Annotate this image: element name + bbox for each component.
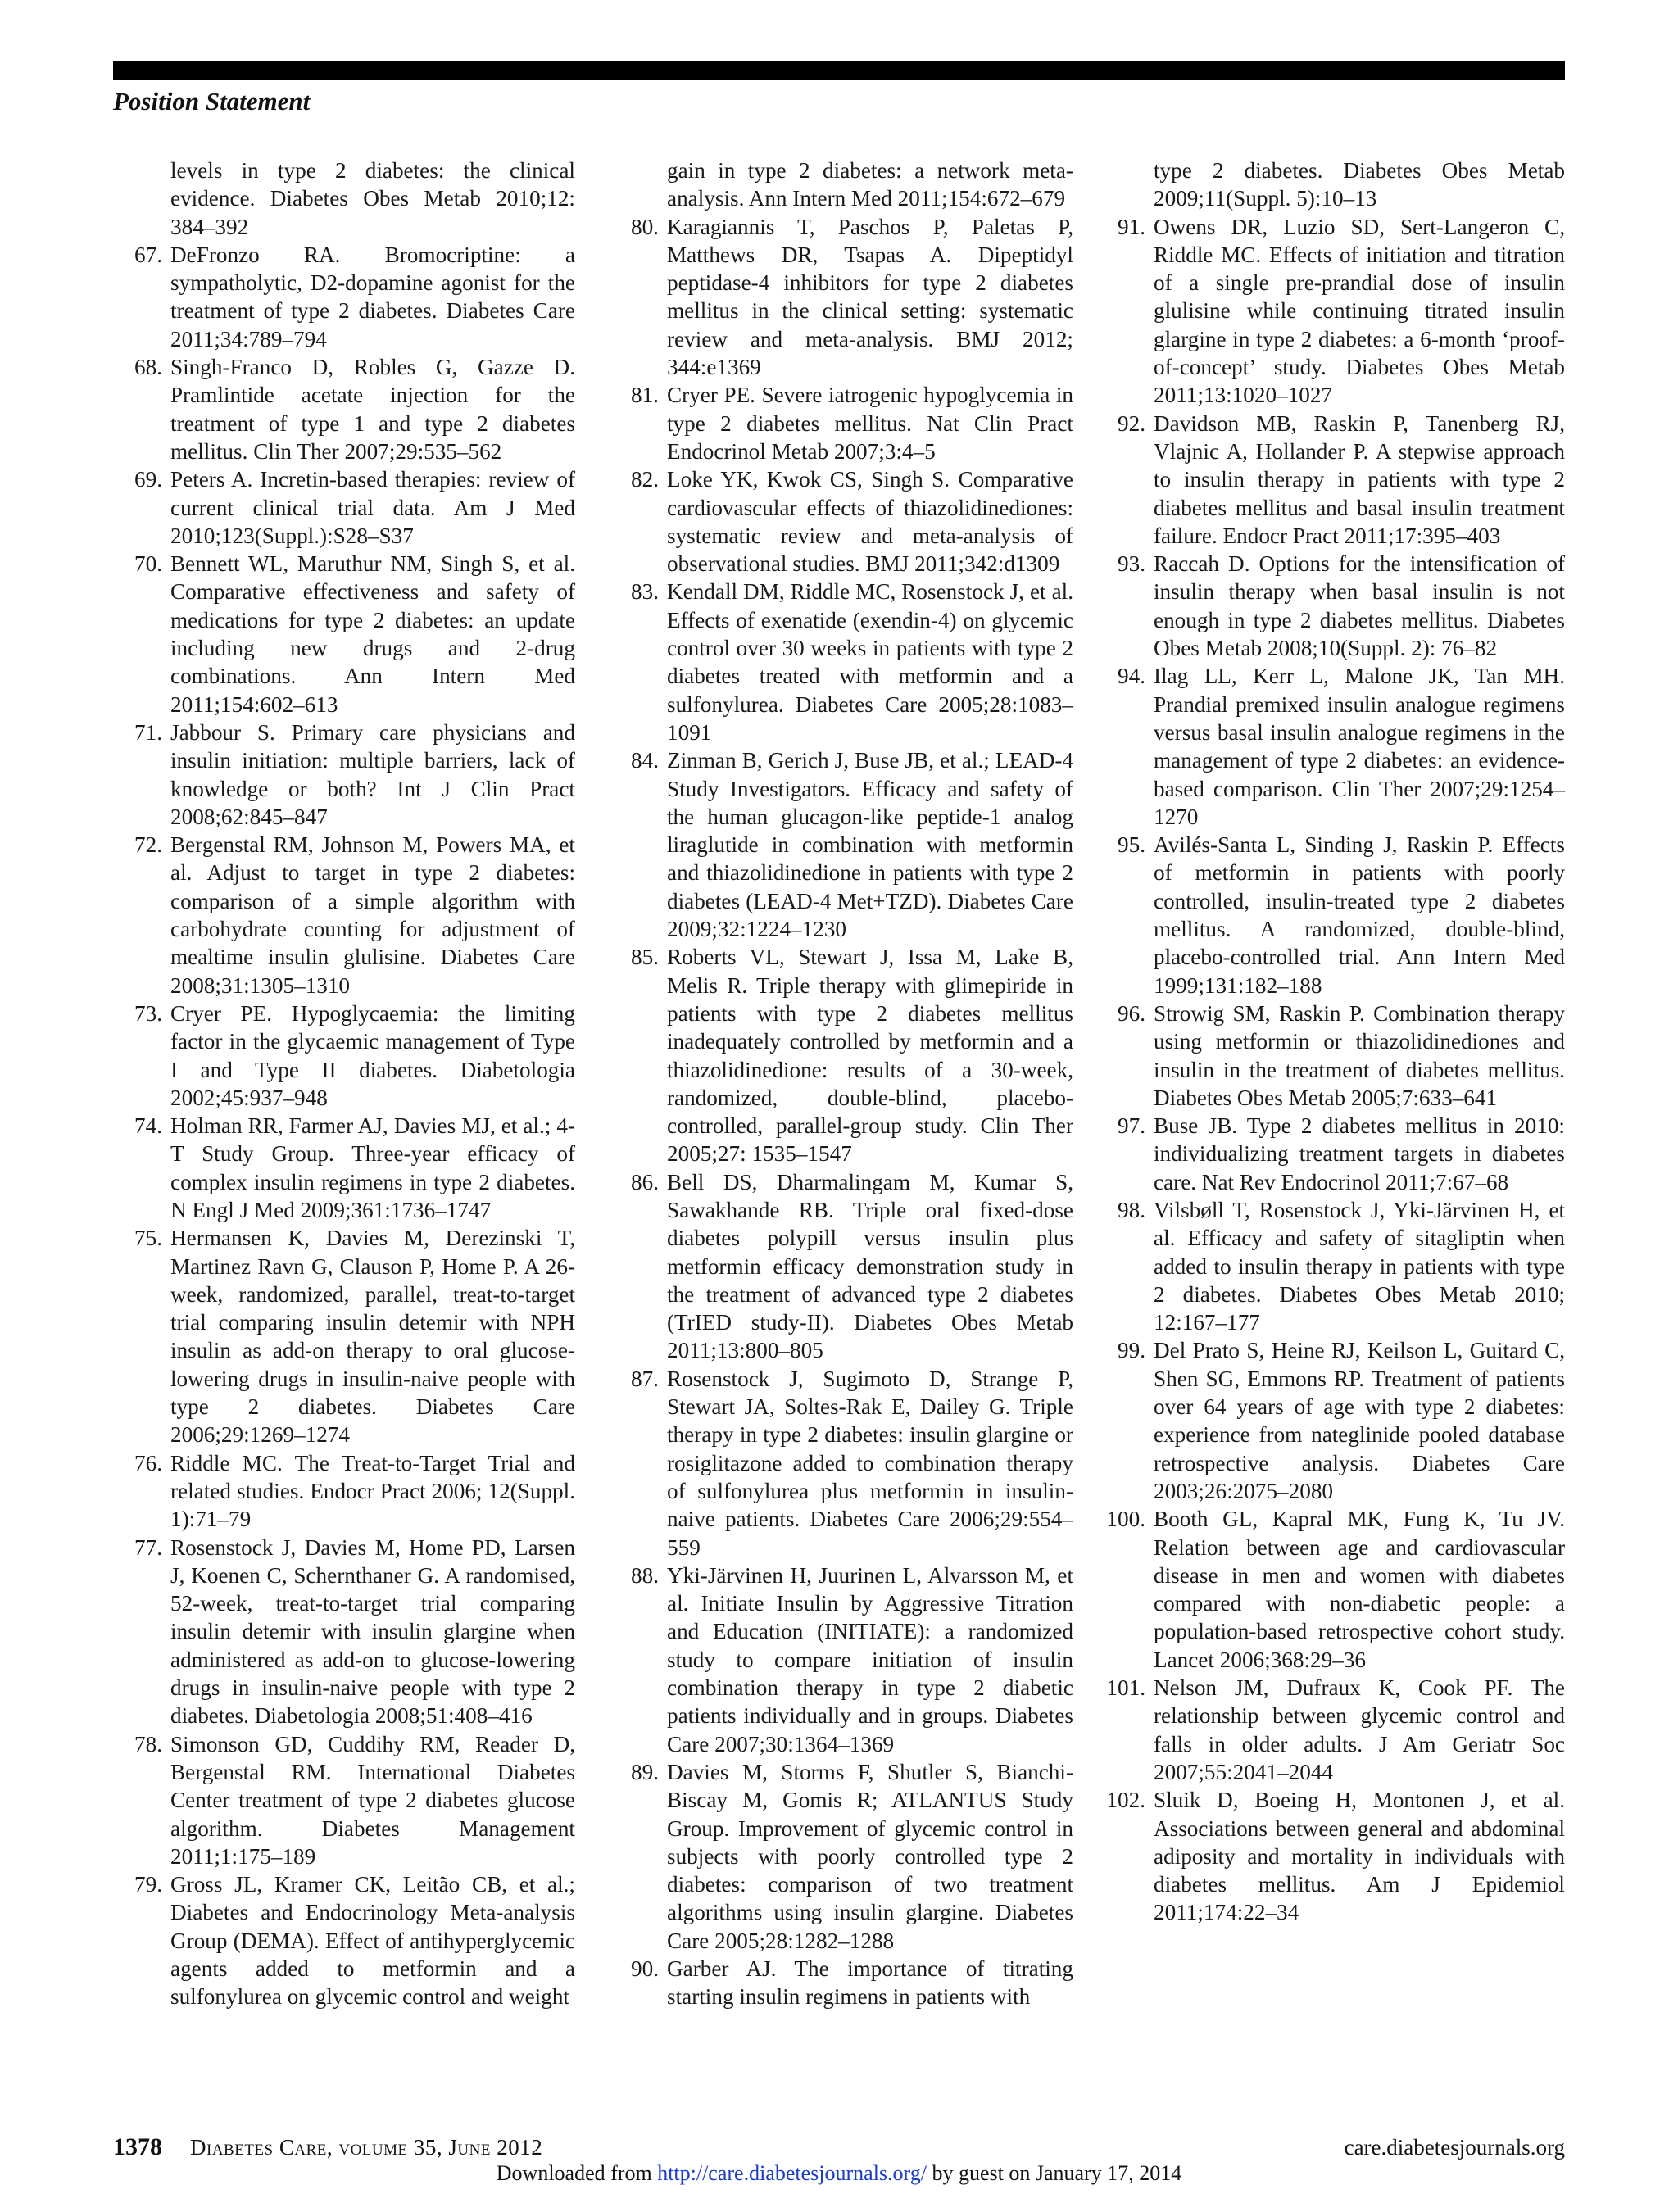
reference-number: 81. [631,383,659,408]
reference-number: 102. [1106,1788,1145,1813]
reference-text: Jabbour S. Primary care physicians and insulin initiation: multiple barriers, lack of knowledge or both? Int J Clin Pract 2008;62:845–847 [170,719,575,829]
reference-item [1090,1674,1565,1786]
reference-item [113,465,575,550]
journal-site: care.diabetesjournals.org [1344,2135,1565,2160]
reference-item [1090,831,1565,999]
reference-number: 97. [1118,1113,1145,1139]
section-label: Position Statement [113,87,311,116]
reference-item [610,746,1073,943]
reference-number: 70. [134,551,162,577]
reference-text: levels in type 2 diabetes: the clinical evidence. Diabetes Obes Metab 2010;12: 384–392 [170,158,575,239]
reference-text: Yki-Järvinen H, Juurinen L, Alvarsson M, et al. Initiate Insulin by Aggressive Titration and Education (INITIATE): a randomized study to compare initiation of insulin combination therapy in type 2 diabetic patients individually and in groups. Diabetes Care 2007;30:1364–1369 [667,1562,1073,1756]
reference-text: Rosenstock J, Sugimoto D, Strange P, Stewart JA, Soltes-Rak E, Dailey G. Triple therapy in type 2 diabetes: insulin glargine or rosiglitazone added to combination therapy of sulfonylurea plus metformin in insulin-naive patients. Diabetes Care 2006;29:554–559 [667,1366,1073,1560]
reference-number: 73. [134,1000,162,1026]
reference-text: Roberts VL, Stewart J, Issa M, Lake B, Melis R. Triple therapy with glimepiride in patients with type 2 diabetes mellitus inadequately controlled by metformin and a thiazolidinedione: results of a 30-week, randomized, double-blind, placebo-controlled, parallel-group study. Clin Ther 2005;27: 1535–1547 [667,945,1073,1167]
reference-number: 94. [1118,664,1145,689]
reference-column-2 [610,156,1073,2011]
reference-number: 78. [134,1731,162,1756]
reference-item [1090,213,1565,410]
reference-item [610,1365,1073,1562]
reference-number: 83. [631,579,659,605]
reference-item [1090,662,1565,831]
reference-text: gain in type 2 diabetes: a network meta-analysis. Ann Intern Med 2011;154:672–679 [667,158,1073,211]
reference-column-1 [113,156,575,2011]
reference-item [113,241,575,353]
reference-item [113,550,575,718]
reference-item [610,1562,1073,1758]
download-notice [0,2161,1678,2186]
reference-number: 85. [631,945,659,970]
reference-item [113,999,575,1112]
reference-text: Davies M, Storms F, Shutler S, Bianchi-Biscay M, Gomis R; ATLANTUS Study Group. Improvement of glycemic control in subjects with poorly controlled type 2 diabetes: comparison of two treatment algorithms using insulin glargine. Diabetes Care 2005;28:1282–1288 [667,1759,1073,1953]
reference-number: 98. [1118,1197,1145,1222]
reference-number: 88. [631,1562,659,1588]
reference-number: 86. [631,1169,659,1194]
reference-item [113,1730,575,1870]
reference-number: 96. [1118,1000,1145,1026]
reference-number: 68. [134,355,162,380]
reference-number: 101. [1106,1675,1145,1701]
reference-item [1090,410,1565,550]
reference-text: Loke YK, Kwok CS, Singh S. Comparative cardiovascular effects of thiazolidinediones: systematic review and meta-analysis of observational studies. BMJ 2011;342:d1309 [667,467,1073,577]
reference-item [610,1955,1073,2011]
reference-text: Kendall DM, Riddle MC, Rosenstock J, et al. Effects of exenatide (exendin-4) on glycemic control over 30 weeks in patients with type 2 diabetes treated with metformin and a sulfonylurea. Diabetes Care 2005;28:1083–1091 [667,579,1073,745]
reference-text: Singh-Franco D, Robles G, Gazze D. Pramlintide acetate injection for the treatment of type 1 and type 2 diabetes mellitus. Clin Ther 2007;29:535–562 [170,355,575,464]
reference-text: Del Prato S, Heine RJ, Keilson L, Guitard C, Shen SG, Emmons RP. Treatment of patients over 64 years of age with type 2 diabetes: experience from nateglinide pooled database retrospective analysis. Diabetes Care 2003;26:2075–2080 [1154,1338,1565,1503]
reference-number: 95. [1118,832,1145,858]
page-number: 1378 [113,2133,162,2160]
reference-number: 89. [631,1759,659,1784]
reference-number: 82. [631,467,659,492]
reference-number: 71. [134,719,162,745]
reference-text: Karagiannis T, Paschos P, Paletas P, Matthews DR, Tsapas A. Dipeptidyl peptidase-4 inhibitors for type 2 diabetes mellitus in the clinical setting: systematic review and meta-analysis. BMJ 2012; 344:e1369 [667,214,1073,380]
reference-text: Rosenstock J, Davies M, Home PD, Larsen J, Koenen C, Schernthaner G. A randomised, 52-week, treat-to-target trial comparing insulin detemir with insulin glargine when administered as add-on to glucose-lowering drugs in insulin-naive people with type 2 diabetes. Diabetologia 2008;51:408–416 [170,1534,575,1729]
reference-item [610,381,1073,465]
reference-text: Holman RR, Farmer AJ, Davies MJ, et al.; 4-T Study Group. Three-year efficacy of complex insulin regimens in type 2 diabetes. N Engl J Med 2009;361:1736–1747 [170,1113,575,1222]
reference-text: Bergenstal RM, Johnson M, Powers MA, et al. Adjust to target in type 2 diabetes: comparison of a simple algorithm with carbohydrate counting for adjustment of mealtime insulin glulisine. Diabetes Care 2008;31:1305–1310 [170,832,575,998]
reference-number: 100. [1106,1507,1145,1532]
reference-item [610,1758,1073,1955]
reference-number: 80. [631,214,659,239]
journal-citation: Diabetes Care, volume 35, June 2012 [190,2135,543,2160]
reference-number: 75. [134,1226,162,1251]
download-suffix: by guest on January 17, 2014 [926,2161,1182,2185]
reference-text: Booth GL, Kapral MK, Fung K, Tu JV. Relation between age and cardiovascular disease in men and women with diabetes compared with non-diabetic people: a population-based retrospective cohort study. Lancet 2006;368:29–36 [1154,1507,1565,1672]
reference-text: Avilés-Santa L, Sinding J, Raskin P. Effects of metformin in patients with poorly controlled, insulin-treated type 2 diabetes mellitus. A randomized, double-blind, placebo-controlled trial. Ann Intern Med 1999;131:182–188 [1154,832,1565,998]
reference-item [113,1449,575,1534]
reference-text: Cryer PE. Severe iatrogenic hypoglycemia in type 2 diabetes mellitus. Nat Clin Pract Endocrinol Metab 2007;3:4–5 [667,383,1073,464]
reference-continuation [610,156,1073,213]
reference-column-3 [1090,156,1565,1927]
reference-text: Cryer PE. Hypoglycaemia: the limiting factor in the glycaemic management of Type I and Type II diabetes. Diabetologia 2002;45:937–948 [170,1000,575,1110]
reference-number: 87. [631,1366,659,1391]
reference-text: Peters A. Incretin-based therapies: review of current clinical trial data. Am J Med 2010;123(Suppl.):S28–S37 [170,467,575,548]
reference-item [610,465,1073,578]
reference-text: Davidson MB, Raskin P, Tanenberg RJ, Vlajnic A, Hollander P. A stepwise approach to insulin therapy in patients with type 2 diabetes mellitus and basal insulin treatment failure. Endocr Pract 2011;17:395–403 [1154,410,1565,548]
reference-number: 72. [134,832,162,858]
reference-text: Raccah D. Options for the intensification of insulin therapy when basal insulin is not enough in type 2 diabetes mellitus. Diabetes Obes Metab 2008;10(Suppl. 2): 76–82 [1154,551,1565,661]
reference-number: 99. [1118,1338,1145,1363]
reference-number: 93. [1118,551,1145,577]
download-link[interactable]: http://care.diabetesjournals.org/ [657,2161,927,2185]
reference-number: 92. [1118,410,1145,436]
reference-item [610,1168,1073,1365]
reference-item [1090,999,1565,1112]
reference-text: Strowig SM, Raskin P. Combination therapy using metformin or thiazolidinediones and insulin in the treatment of diabetes mellitus. Diabetes Obes Metab 2005;7:633–641 [1154,1000,1565,1110]
reference-item [113,831,575,999]
reference-item [610,578,1073,746]
reference-text: Vilsbøll T, Rosenstock J, Yki-Järvinen H, et al. Efficacy and safety of sitagliptin when added to insulin therapy in patients with type 2 diabetes. Diabetes Obes Metab 2010; 12:167–177 [1154,1197,1565,1335]
reference-number: 74. [134,1113,162,1139]
reference-item [113,1870,575,2010]
reference-item [1090,1196,1565,1336]
reference-text: Owens DR, Luzio SD, Sert-Langeron C, Riddle MC. Effects of initiation and titration of a single pre-prandial dose of insulin glulisine while continuing titrated insulin glargine in type 2 diabetes: a 6-month ‘proof-of-concept’ study. Diabetes Obes Metab 2011;13:1020–1027 [1154,214,1565,408]
reference-item [1090,1336,1565,1505]
reference-number: 79. [134,1872,162,1897]
reference-text: Zinman B, Gerich J, Buse JB, et al.; LEAD-4 Study Investigators. Efficacy and safety of the human glucagon-like peptide-1 analog liraglutide in combination with metformin and thiazolidinedione in patients with type 2 diabetes (LEAD-4 Met+TZD). Diabetes Care 2009;32:1224–1230 [667,748,1073,942]
reference-text: type 2 diabetes. Diabetes Obes Metab 2009;11(Suppl. 5):10–13 [1154,158,1565,211]
reference-number: 84. [631,748,659,773]
reference-text: Garber AJ. The importance of titrating starting insulin regimens in patients with [667,1956,1073,2010]
reference-text: Sluik D, Boeing H, Montonen J, et al. Associations between general and abdominal adiposity and mortality in individuals with diabetes mellitus. Am J Epidemiol 2011;174:22–34 [1154,1788,1565,1925]
reference-item [1090,1112,1565,1196]
reference-item [113,1112,575,1224]
reference-number: 67. [134,242,162,267]
reference-item [1090,550,1565,662]
reference-text: Buse JB. Type 2 diabetes mellitus in 2010: individualizing treatment targets in diabetes care. Nat Rev Endocrinol 2011;7:67–68 [1154,1113,1565,1194]
reference-item [113,1534,575,1730]
reference-continuation [113,156,575,241]
reference-number: 76. [134,1450,162,1475]
reference-text: Bell DS, Dharmalingam M, Kumar S, Sawakhande RB. Triple oral fixed-dose diabetes polypill versus insulin plus metformin efficacy demonstration study in the treatment of advanced type 2 diabetes (TrIED study-II). Diabetes Obes Metab 2011;13:800–805 [667,1169,1073,1363]
reference-item [610,213,1073,382]
reference-item [1090,1786,1565,1926]
reference-number: 77. [134,1534,162,1560]
reference-text: Ilag LL, Kerr L, Malone JK, Tan MH. Prandial premixed insulin analogue regimens versus basal insulin analogue regimens in the management of type 2 diabetes: an evidence-based comparison. Clin Ther 2007;29:1254–1270 [1154,664,1565,829]
reference-text: Simonson GD, Cuddihy RM, Reader D, Bergenstal RM. International Diabetes Center treatment of type 2 diabetes glucose algorithm. Diabetes Management 2011;1:175–189 [170,1731,575,1869]
reference-text: Hermansen K, Davies M, Derezinski T, Martinez Ravn G, Clauson P, Home P. A 26-week, randomized, parallel, treat-to-target trial comparing insulin detemir with NPH insulin as add-on therapy to oral glucose-lowering drugs in insulin-naive people with type 2 diabetes. Diabetes Care 2006;29:1269–1274 [170,1226,575,1448]
reference-item [113,353,575,465]
download-prefix: Downloaded from [496,2161,658,2185]
reference-item [1090,1505,1565,1674]
reference-text: Gross JL, Kramer CK, Leitão CB, et al.; Diabetes and Endocrinology Meta-analysis Group (DEMA). Effect of antihyperglycemic agents added to metformin and a sulfonylurea on glycemic control and weight [170,1872,575,2010]
reference-text: DeFronzo RA. Bromocriptine: a sympatholytic, D2-dopamine agonist for the treatment of type 2 diabetes. Diabetes Care 2011;34:789–794 [170,242,575,351]
reference-number: 69. [134,467,162,492]
reference-text: Riddle MC. The Treat-to-Target Trial and related studies. Endocr Pract 2006; 12(Suppl. 1):71–79 [170,1450,575,1532]
reference-number: 90. [631,1956,659,1981]
reference-item [610,943,1073,1167]
reference-number: 91. [1118,214,1145,239]
reference-text: Nelson JM, Dufraux K, Cook PF. The relationship between glycemic control and falls in older adults. J Am Geriatr Soc 2007;55:2041–2044 [1154,1675,1565,1784]
reference-item [113,1224,575,1448]
reference-continuation [1090,156,1565,213]
reference-text: Bennett WL, Maruthur NM, Singh S, et al. Comparative effectiveness and safety of medications for type 2 diabetes: an update including new drugs and 2-drug combinations. Ann Intern Med 2011;154:602–613 [170,551,575,717]
header-rule [113,61,1565,80]
reference-item [113,718,575,831]
